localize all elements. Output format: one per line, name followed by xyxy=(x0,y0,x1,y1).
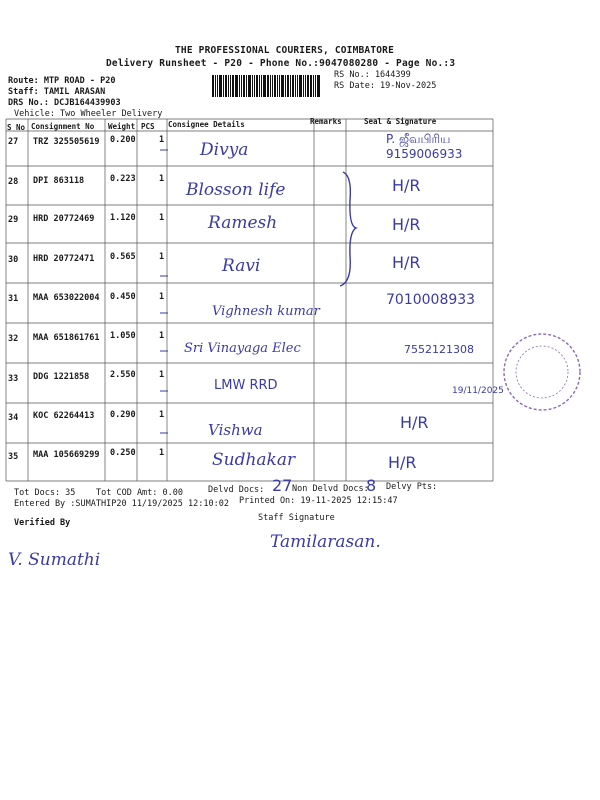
header-consignment: Consignment No xyxy=(31,122,95,131)
consignee-handwriting: Divya xyxy=(200,140,249,160)
consignee-handwriting: Ramesh xyxy=(208,213,278,233)
seal-handwriting: H/R xyxy=(400,413,429,432)
cell-sno: 32 xyxy=(8,334,19,344)
cell-weight: 0.565 xyxy=(110,252,136,262)
delivered-docs-count: 27 xyxy=(272,476,293,495)
total-docs: Tot Docs: 35 xyxy=(14,488,76,498)
cell-pcs: 1 xyxy=(159,174,165,184)
consignee-handwriting: LMW RRD xyxy=(214,378,278,393)
consignee-handwriting: Sri Vinayaga Elec xyxy=(184,341,301,356)
brace-mark xyxy=(340,172,356,286)
non-delivered-docs-count: 8 xyxy=(366,476,377,495)
cell-sno: 27 xyxy=(8,137,19,147)
company-title: THE PROFESSIONAL COURIERS, COIMBATORE xyxy=(175,45,395,56)
cell-consignment: TRZ 325505619 xyxy=(33,137,100,147)
drs-number: DRS No.: DCJB164439903 xyxy=(8,98,121,108)
cell-weight: 0.290 xyxy=(110,410,136,420)
cell-sno: 29 xyxy=(8,215,19,225)
cell-sno: 30 xyxy=(8,255,19,265)
seal-handwriting: 7552121308 xyxy=(404,343,474,356)
cell-sno: 28 xyxy=(8,177,19,187)
staff-signature-label: Staff Signature xyxy=(258,513,335,523)
seal-handwriting: 7010008933 xyxy=(386,292,476,308)
cell-weight: 0.200 xyxy=(110,135,136,145)
seal-handwriting: P. ஜீவபிரிய 9159006933 xyxy=(386,132,463,161)
cell-sno: 31 xyxy=(8,294,19,304)
cell-consignment: DPI 863118 xyxy=(33,176,85,186)
consignee-handwriting: Vishwa xyxy=(208,421,263,439)
staff-signature: Tamilarasan. xyxy=(270,532,381,552)
printed-on: Printed On: 19-11-2025 12:15:47 xyxy=(239,496,398,506)
total-cod-amount: Tot COD Amt: 0.00 xyxy=(96,488,183,498)
cell-consignment: KOC 62264413 xyxy=(33,411,95,421)
seal-handwriting: H/R xyxy=(392,176,421,195)
staff-label: Staff: TAMIL ARASAN xyxy=(8,87,106,97)
cell-consignment: MAA 651861761 xyxy=(33,333,100,343)
header-weight: Weight xyxy=(108,122,136,131)
verified-by-label: Verified By xyxy=(14,518,71,528)
cell-sno: 34 xyxy=(8,413,19,423)
header-pcs: PCS xyxy=(141,122,155,131)
cell-weight: 0.250 xyxy=(110,448,136,458)
consignee-handwriting: Vighnesh kumar xyxy=(212,304,320,319)
cell-pcs: 1 xyxy=(159,448,165,458)
cell-pcs: 1 xyxy=(159,292,165,302)
company-stamp xyxy=(504,334,580,410)
seal-handwriting: H/R xyxy=(388,453,417,472)
cell-weight: 0.450 xyxy=(110,292,136,302)
cell-sno: 35 xyxy=(8,452,19,462)
rs-number: RS No.: 1644399 xyxy=(334,70,411,80)
consignee-handwriting: Sudhakar xyxy=(212,450,296,470)
header-sno: S No xyxy=(7,123,26,132)
delivery-points-label: Delvy Pts: xyxy=(386,482,438,492)
cell-weight: 1.050 xyxy=(110,331,136,341)
cell-consignment: HRD 20772471 xyxy=(33,254,95,264)
cell-pcs: 1 xyxy=(159,213,165,223)
seal-handwriting: H/R xyxy=(392,253,421,272)
rs-date: RS Date: 19-Nov-2025 xyxy=(334,81,437,91)
cell-consignment: MAA 653022004 xyxy=(33,293,100,303)
consignee-handwriting: Blosson life xyxy=(186,180,286,200)
seal-handwriting: 19/11/2025 xyxy=(452,386,504,396)
cell-sno: 33 xyxy=(8,374,19,384)
header-remarks: Remarks xyxy=(310,117,342,126)
cell-pcs: 1 xyxy=(159,410,165,420)
vehicle-label: Vehicle: Two Wheeler Delivery xyxy=(14,109,163,119)
cell-pcs: 1 xyxy=(159,331,165,341)
header-consignee: Consignee Details xyxy=(168,120,245,129)
header-seal: Seal & Signature xyxy=(364,117,437,126)
seal-handwriting: H/R xyxy=(392,215,421,234)
cell-pcs: 1 xyxy=(159,370,165,380)
non-delivered-docs-label: Non Delvd Docs: xyxy=(292,484,369,494)
verified-signature: V. Sumathi xyxy=(8,550,101,570)
cell-weight: 2.550 xyxy=(110,370,136,380)
cell-weight: 1.120 xyxy=(110,213,136,223)
consignee-handwriting: Ravi xyxy=(222,256,261,276)
cell-pcs: 1 xyxy=(159,252,165,262)
runsheet-subtitle: Delivery Runsheet - P20 - Phone No.:9047080280 - Page No.:3 xyxy=(106,58,456,69)
route-label: Route: MTP ROAD - P20 xyxy=(8,76,116,86)
cell-consignment: DDG 1221858 xyxy=(33,372,90,382)
cell-weight: 0.223 xyxy=(110,174,136,184)
entered-by: Entered By :SUMATHIP20 11/19/2025 12:10:02 xyxy=(14,499,229,509)
delivered-docs-label: Delvd Docs: xyxy=(208,485,265,495)
cell-consignment: HRD 20772469 xyxy=(33,214,95,224)
cell-consignment: MAA 105669299 xyxy=(33,450,100,460)
cell-pcs: 1 xyxy=(159,135,165,145)
